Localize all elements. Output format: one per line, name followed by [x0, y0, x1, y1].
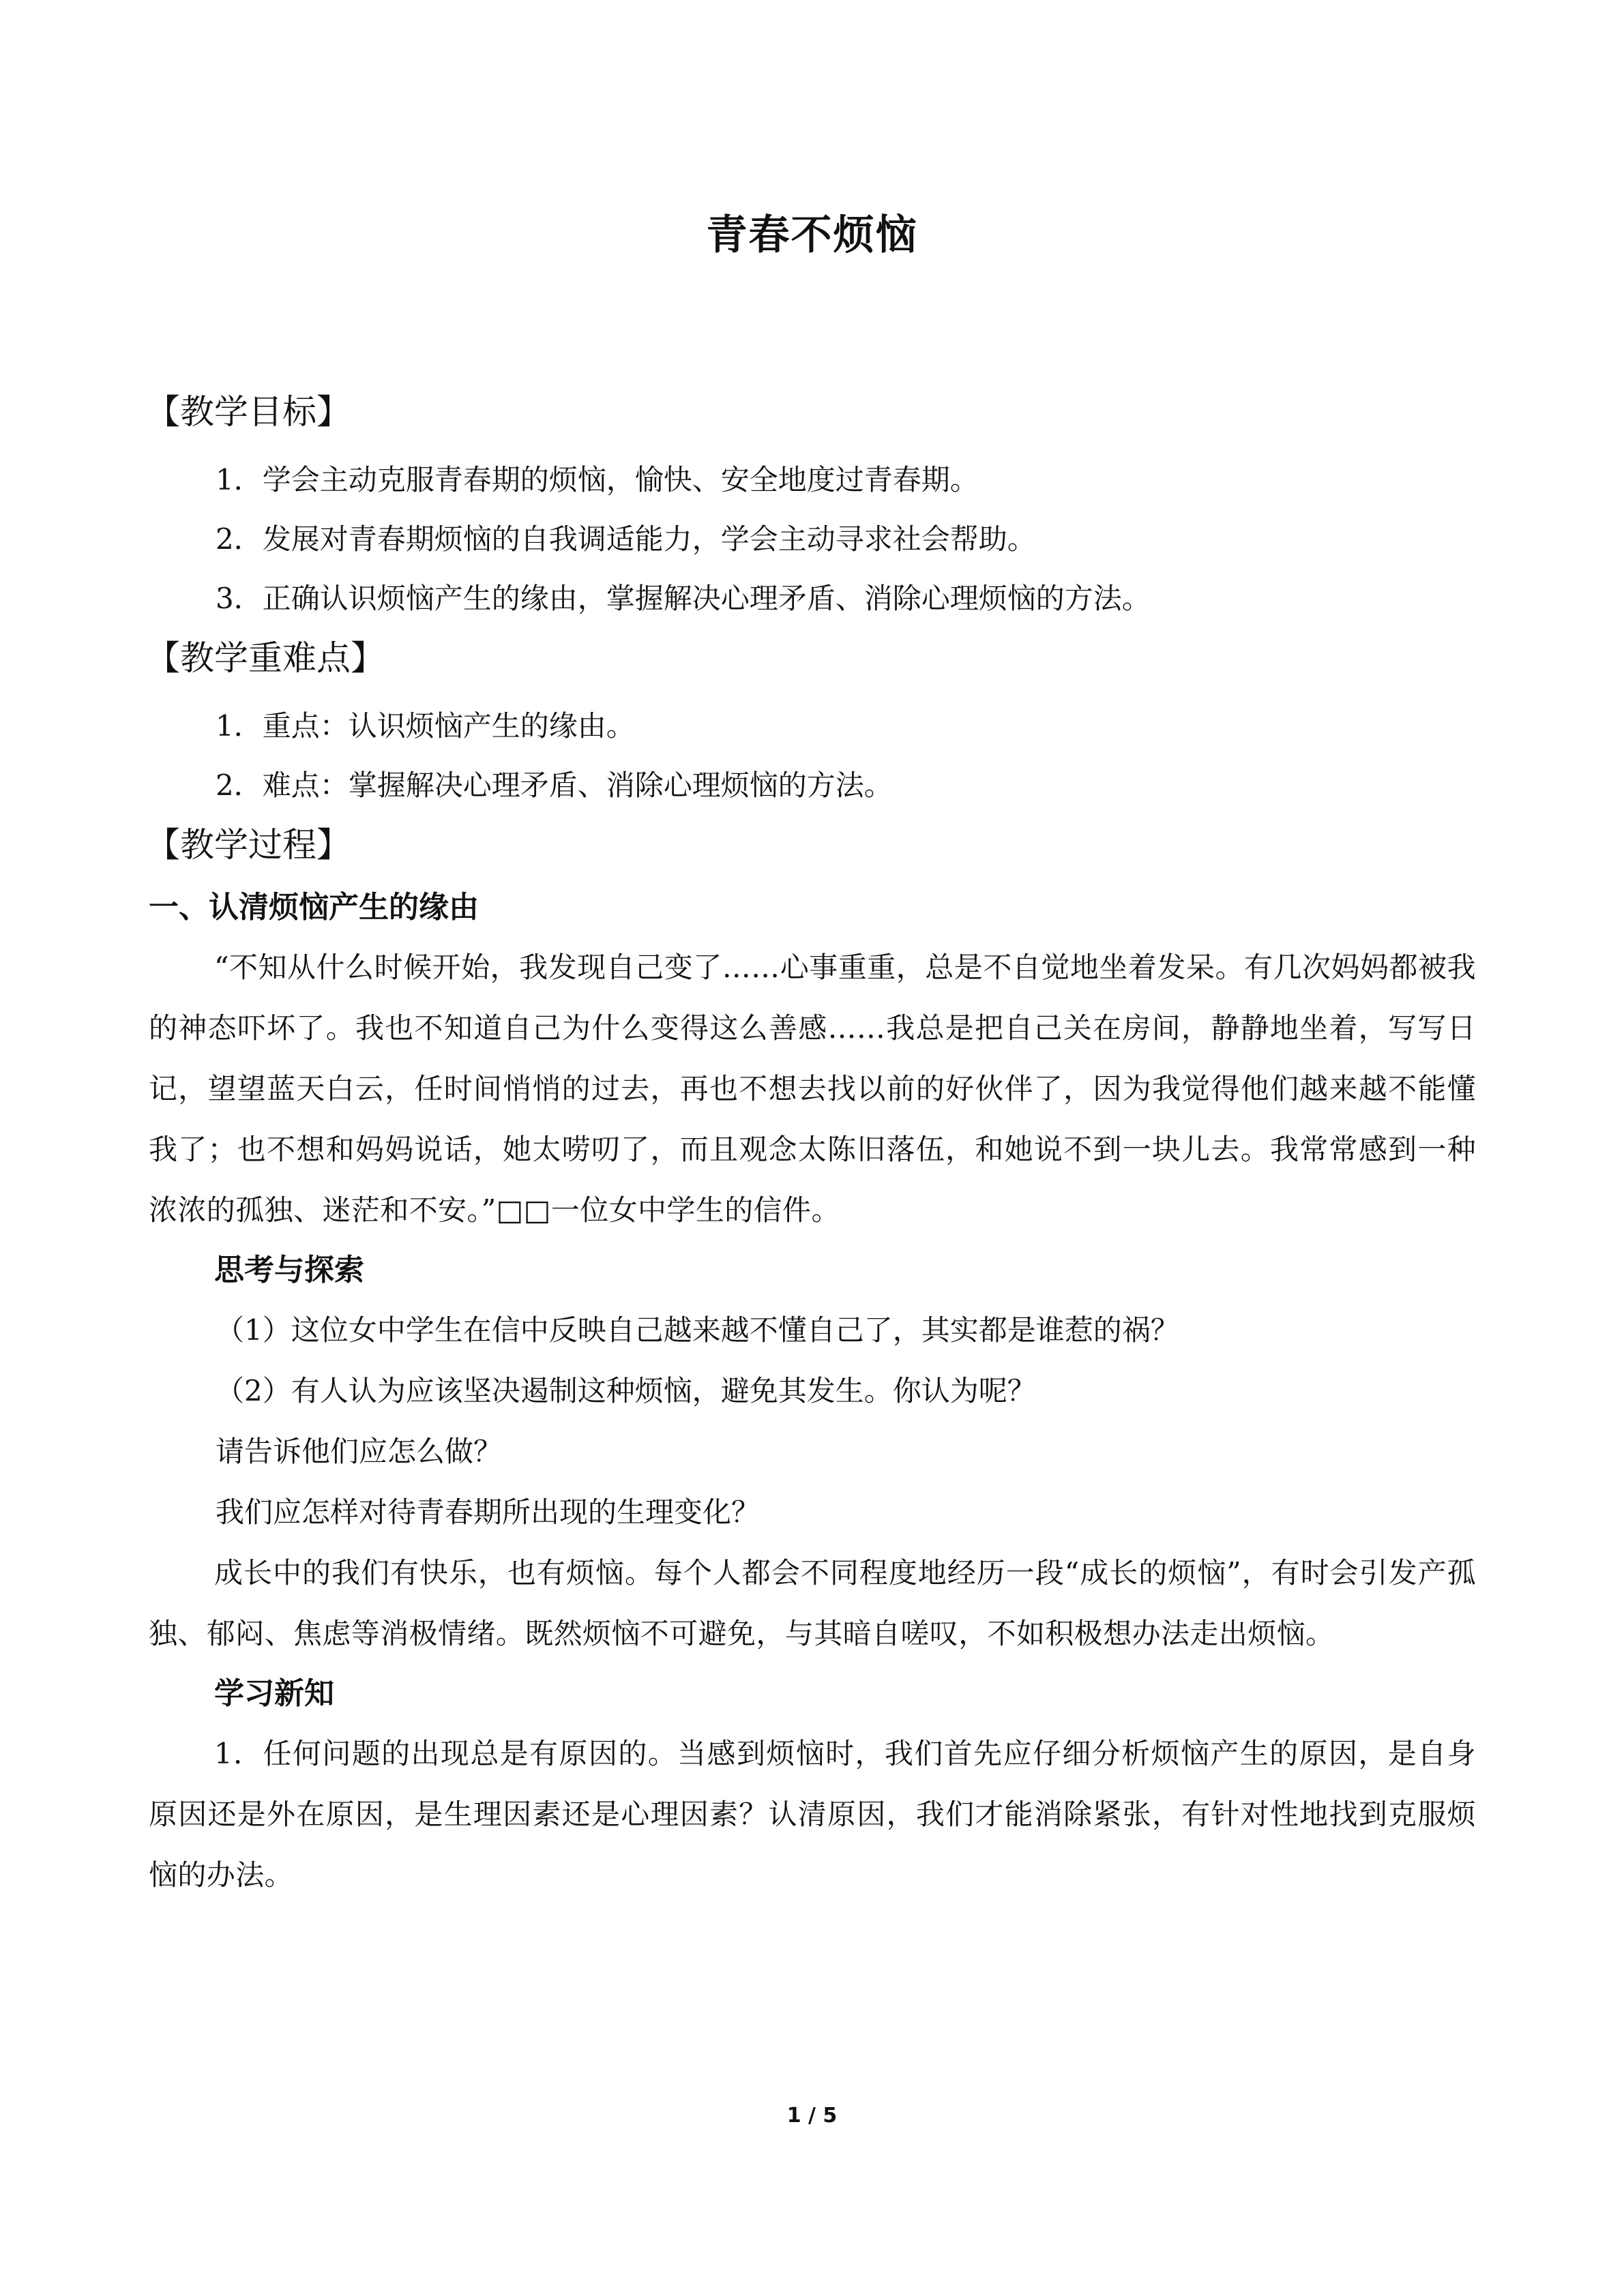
process-heading: 【教学过程】 [146, 825, 351, 865]
learn-point-paragraph: 1．任何问题的出现总是有原因的。当感到烦恼时，我们首先应仔细分析烦恼产生的原因，是自身原因还是外在原因，是生理因素还是心理因素？认清原因，我们才能消除紧张，有针对性地找到克服烦恼的办法。 [149, 1737, 1476, 1892]
objective-item: 1．学会主动克服青春期的烦恼，愉快、安全地度过青春期。 [216, 463, 979, 496]
learn-heading: 学习新知 [214, 1676, 334, 1711]
objective-item: 3．正确认识烦恼产生的缘由，掌握解决心理矛盾、消除心理烦恼的方法。 [216, 582, 1151, 615]
ask-line: 请告诉他们应怎么做？ [216, 1435, 503, 1468]
think-heading: 思考与探索 [214, 1253, 364, 1287]
question-item: （1）这位女中学生在信中反映自己越来越不懂自己了，其实都是谁惹的祸？ [216, 1313, 1179, 1347]
page-number: 1 / 5 [786, 2104, 838, 2128]
key-point-item: 1．重点：认识烦恼产生的缘由。 [216, 709, 635, 743]
objective-item: 2．发展对青春期烦恼的自我调适能力，学会主动寻求社会帮助。 [216, 522, 1036, 556]
part1-heading: 一、认清烦恼产生的缘由 [149, 890, 479, 925]
document-body [146, 382, 1476, 1905]
question-item: （2）有人认为应该坚决遏制这种烦恼，避免其发生。你认为呢？ [216, 1374, 1036, 1407]
key-points-list [149, 696, 1476, 815]
objectives-heading: 【教学目标】 [146, 392, 351, 432]
ask-line: 我们应怎样对待青春期所出现的生理变化？ [216, 1495, 761, 1529]
growth-paragraph: 成长中的我们有快乐，也有烦恼。每个人都会不同程度地经历一段“成长的烦恼”，有时会引发产孤独、郁闷、焦虑等消极情绪。既然烦恼不可避免，与其暗自嗟叹，不如积极想办法走出烦恼。 [149, 1556, 1476, 1650]
key-point-item: 2．难点：掌握解决心理矛盾、消除心理烦恼的方法。 [216, 769, 893, 802]
page-title: 青春不烦恼 [706, 211, 918, 259]
objectives-list [149, 450, 1476, 628]
letter-paragraph: “不知从什么时候开始，我发现自己变了……心事重重，总是不自觉地坐着发呆。有几次妈妈都被我的神态吓坏了。我也不知道自己为什么变得这么善感……我总是把自己关在房间，静静地坐着，写写日记，望望蓝天白云，任时间悄悄的过去，再也不想去找以前的好伙伴了，因为我觉得他们越来越不能懂我了；也不想和妈妈说话，她太唠叨了，而且观念太陈旧落伍，和她说不到一块儿去。我常常感到一种浓浓的孤独、迷茫和不安。”□□一位女中学生的信件。 [149, 951, 1476, 1227]
key-points-heading: 【教学重难点】 [146, 638, 385, 678]
